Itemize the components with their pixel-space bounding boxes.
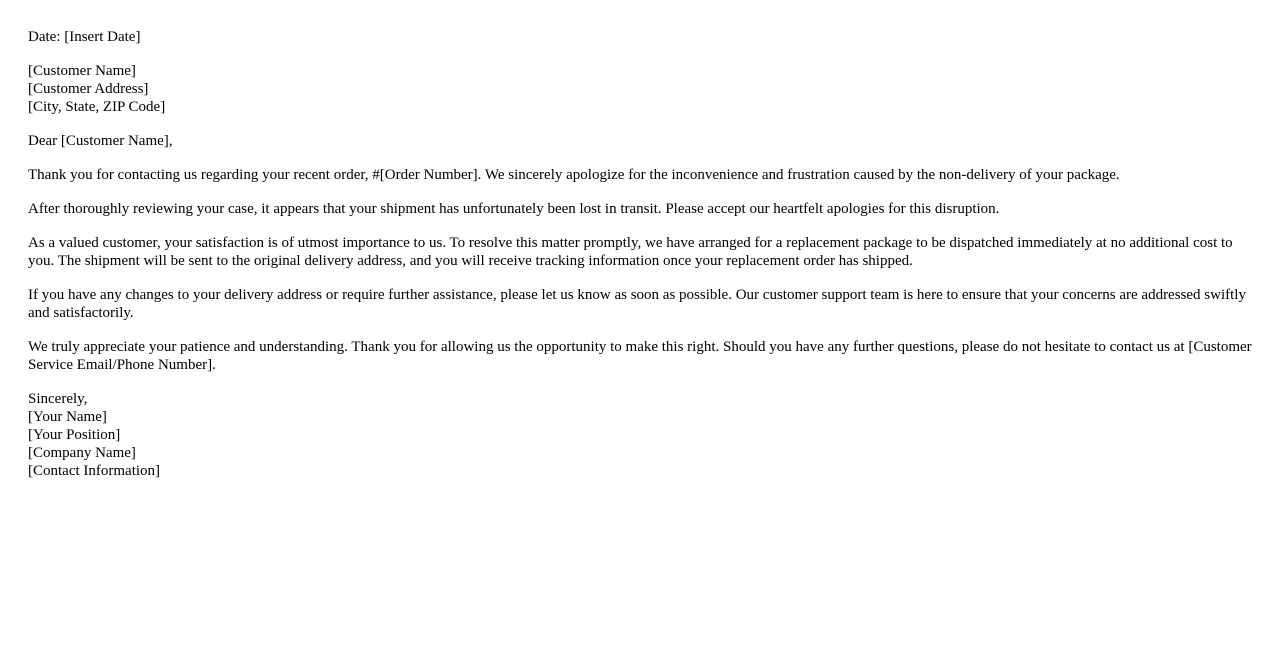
closing-signature-block [28, 390, 1253, 480]
salutation: Dear [Customer Name], [28, 133, 173, 149]
signer-position: [Your Position] [28, 427, 121, 443]
body-paragraph-further-assistance: If you have any changes to your delivery address or require further assistance, please let us know as soon as possible. Our customer support team is here to ensure that your concerns are addressed swiftly and satisfactorily. [28, 287, 1246, 321]
recipient-address-block [28, 62, 1253, 116]
sign-off: Sincerely, [28, 391, 88, 407]
letter-document [28, 28, 1253, 496]
body-paragraph-appreciation: We truly appreciate your patience and understanding. Thank you for allowing us the opportunity to make this right. Should you have any further questions, please do not hesitate to contact us at [Customer Service Email/Phone Number]. [28, 339, 1252, 373]
body-paragraph-lost-in-transit: After thoroughly reviewing your case, it appears that your shipment has unfortunately been lost in transit. Please accept our heartfelt apologies for this disruption. [28, 201, 1000, 217]
date-line: Date: [Insert Date] [28, 29, 141, 45]
body-paragraph-order-reference: Thank you for contacting us regarding your recent order, #[Order Number]. We sincerely apologize for the inconvenience and frustration caused by the non-delivery of your package. [28, 167, 1120, 183]
recipient-name: [Customer Name] [28, 63, 136, 79]
body-paragraph-replacement: As a valued customer, your satisfaction is of utmost importance to us. To resolve this matter promptly, we have arranged for a replacement package to be dispatched immediately at no additional cost to you. The shipment will be sent to the original delivery address, and you will receive tracking information once your replacement order has shipped. [28, 235, 1233, 269]
signer-name: [Your Name] [28, 409, 107, 425]
company-name: [Company Name] [28, 445, 136, 461]
contact-information: [Contact Information] [28, 463, 161, 479]
recipient-address: [Customer Address] [28, 81, 149, 97]
recipient-city-state-zip: [City, State, ZIP Code] [28, 99, 166, 115]
